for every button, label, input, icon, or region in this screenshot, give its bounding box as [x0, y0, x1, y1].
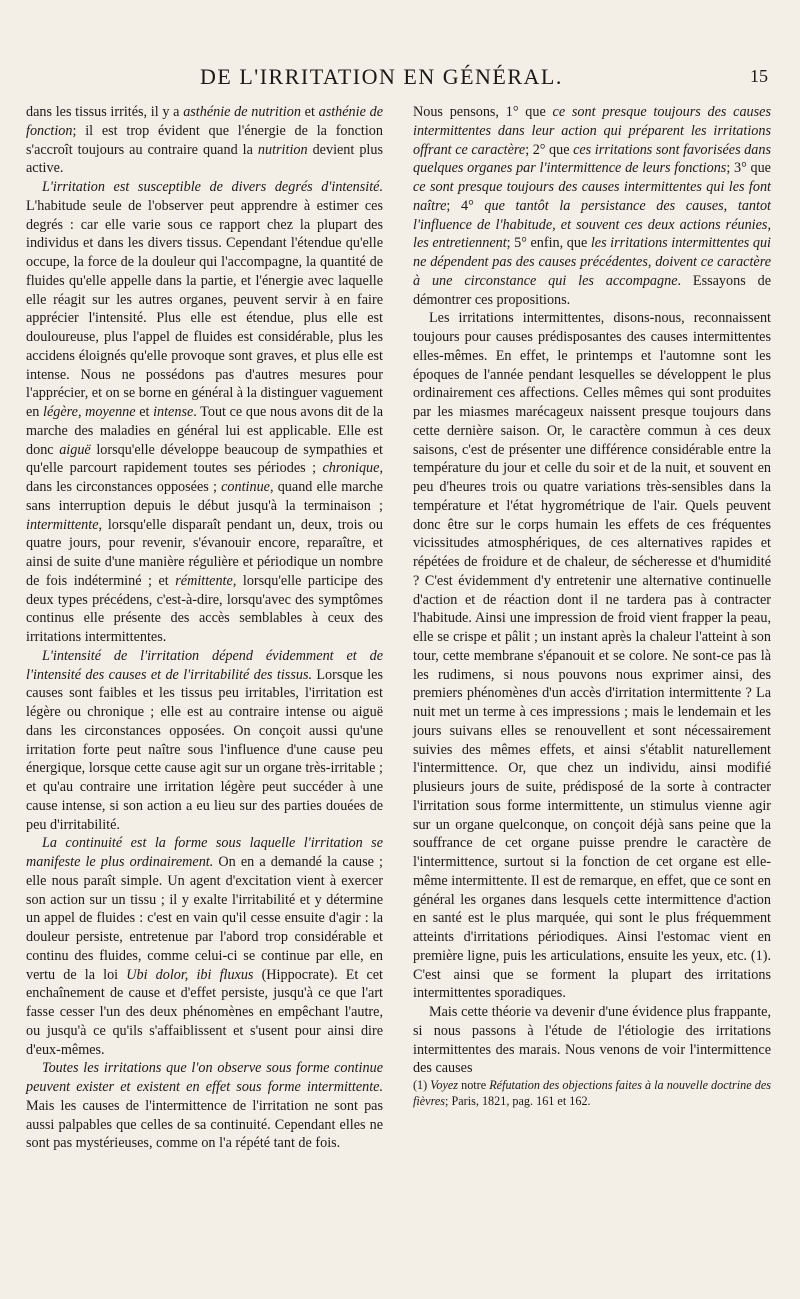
- paragraph-intensity-causes: L'intensité de l'irritation dépend évidemment et de l'intensité des causes et de l'irritabilité des tissus. Lorsque les causes sont faibles et les tissus peu irritables, l'irritation est légère ou chronique ; elle est au contraire intense ou aiguë dans les circonstances opposées. On conçoit aussi qu'une irritation forte peut naître sous l'influence d'une cause peu énergique, lorsque cette cause agit sur un organe très-irritable ; et qu'au contraire une irritation légère peut succéder à une cause intense, si son action a eu lieu sur des parties douées de peu d'irritabilité.: [26, 647, 383, 833]
- footnote: (1) Voyez notre Réfutation des objections faites à la nouvelle doctrine des fièvres; Paris, 1821, pag. 161 et 162.: [413, 1078, 771, 1108]
- paragraph-intensity-degrees: L'irritation est susceptible de divers degrés d'intensité. L'habitude seule de l'observer peut apprendre à estimer ces degrés : car elle varie sous ce rapport chez la plupart des individus et dans les divers tissus. Cependant l'étendue qu'elle occupe, la force de la douleur qui l'accompagne, la quantité de fluides qu'elle appelle dans la partie, et l'énergie avec laquelle elle réagit sur les autres organes, peuvent servir à en faire apprécier l'intensité. Plus elle est étendue, plus elle est douloureuse, plus l'appel de fluides est considérable, plus les accidens éloignés qu'elle provoque sont graves, et plus elle est intense. Nous ne possédons pas d'autres mesures pour l'apprécier, et on se borne en général à la distinguer vaguement en légère, moyenne et intense. Tout ce que nous avons dit de la marche des maladies en général lui est applicable. Elle est donc aiguë lorsqu'elle développe beaucoup de sympathies et qu'elle parcourt rapidement toutes ses périodes ; chronique, dans les circonstances opposées ; continue, quand elle marche sans interruption depuis le début jusqu'à la terminaison ; intermittente, lorsqu'elle disparaît pendant un, deux, trois ou quatre jours, pour revenir, s'évanouir encore, reparaître, et ainsi de suite d'une manière régulière et périodique un nombre de fois indéterminé ; et rémittente, lorsqu'elle participe des deux types précédens, c'est-à-dire, lorsqu'avec des symptômes continus elle présente des accès semblables à ceux des irritations intermittentes.: [26, 179, 383, 645]
- paragraph-propositions: Nous pensons, 1° que ce sont presque toujours des causes intermittentes dans leur action qui préparent les irritations offrant ce caractère; 2° que ces irritations sont favorisées dans quelques organes par l'intermittence de leurs fonctions; 3° que ce sont presque toujours des causes intermittentes qui les font naître; 4° que tantôt la persistance des causes, tantot l'influence de l'habitude, et souvent ces deux actions réunies, les entretiennent; 5° enfin, que les irritations intermittentes qui ne dépendent pas des causes précédentes, doivent ce caractère à une circonstance qui les accompagne. Essayons de démontrer ces propositions.: [413, 104, 771, 308]
- left-column: [26, 103, 383, 1153]
- page-header: [0, 64, 800, 94]
- page-number: 15: [750, 66, 768, 86]
- right-column: [413, 103, 771, 1109]
- paragraph-nutrition: dans les tissus irrités, il y a asthénie de nutrition et asthénie de fonction; il est trop évident que l'énergie de la fonction s'accroît toujours au contraire quand la nutrition devient plus active.: [26, 104, 383, 177]
- paragraph-intermittent-forms: Toutes les irritations que l'on observe sous forme continue peuvent exister et existent en effet sous forme intermittente. Mais les causes de l'intermittence de l'irritation ne sont pas aussi palpables que celles de sa continuité. Cependant elles ne sont pas mystérieuses, comme on l'a répété tant de fois.: [26, 1060, 383, 1152]
- paragraph-seasonal-causes: Les irritations intermittentes, disons-nous, reconnaissent toujours pour causes prédisposantes des causes intermittentes elles-mêmes. En effet, le printemps et l'automne sont les époques de l'année pendant lesquelles se développent le plus ordinairement ces affections. Celles mêmes qui sont produites par les miasmes marécageux naissent presque toujours dans cette dernière saison. Or, le caractère commun à ces deux saisons, c'est de présenter une différence considérable entre la température du jour et celle du soir et de la nuit, et souvent en peu d'heures trois ou quatre variations très-sensibles dans la température et l'état hygrométrique de l'air. Quels peuvent donc être sur le corps humain les effets de ces fréquentes vicissitudes atmosphériques, de ces alternatives rapides et répétées de froidure et de chaleur, de sécheresse et d'humidité ? C'est évidemment d'y entretenir une alternative continuelle d'action et de réaction dont il ne tardera pas à contracter l'habitude. Ainsi une impression de froid vient frapper la peau, elle se crispe et pâlit ; un instant après la chaleur l'atteint à son tour, cette membrane s'épanouit et se colore. Ne sont-ce pas là les rudimens, si nous pouvons nous exprimer ainsi, des premiers phénomènes d'un accès d'irritation intermittente ? La nuit met un terme à ces impressions ; mais le lendemain et les jours suivans elles se renouvellent et sont nécessairement suivies des mêmes effets, et ainsi s'établit naturellement l'intermittence. Or, que chez un individu, ainsi modifié plusieurs jours de suite, prédisposé de la sorte à contracter l'irritation sous forme intermittente, un stimulus vienne agir sur un organe quelconque, on conçoit déjà sans peine que la souffrance de cet organe puisse prendre le caractère de l'intermittence, surtout si la fonction de cet organe est elle-même intermittente. Il est de remarque, en effet, que ce sont en général les organes dans lesquels cette intermittence d'action en santé est le plus marquée, qui sont le plus fréquemment atteints d'irritations périodiques. Ainsi l'estomac vient en première ligne, puis les articulations, ensuite les yeux, etc. (1). C'est ainsi que se forment la plupart des irritations intermittentes sporadiques.: [413, 310, 771, 1002]
- paragraph-marsh-etiology: Mais cette théorie va devenir d'une évidence plus frappante, si nous passons à l'étude de l'étiologie des irritations intermittentes des marais. Nous venons de voir l'intermittence des causes: [413, 1004, 771, 1077]
- paragraph-continuity: La continuité est la forme sous laquelle l'irritation se manifeste le plus ordinairement. On en a demandé la cause ; elle nous paraît simple. Un agent d'excitation vient à exercer son action sur un tissu ; il y exalte l'irritabilité et y détermine un appel de fluides : c'est en vain qu'il cesse ensuite d'agir : la douleur persiste, entretenue par l'abord trop considérable et continu des fluides, comme celui-ci se continue par elle, en vertu de la loi Ubi dolor, ibi fluxus (Hippocrate). Et cet enchaînement de cause et d'effet persiste, jusqu'à ce que l'art fasse cesser l'un des deux phénomènes en empêchant l'autre, ou jusqu'à ce qu'ils s'affaiblissent et s'usent pour ainsi dire d'eux-mêmes.: [26, 835, 383, 1058]
- running-title: DE L'IRRITATION EN GÉNÉRAL.: [200, 64, 563, 89]
